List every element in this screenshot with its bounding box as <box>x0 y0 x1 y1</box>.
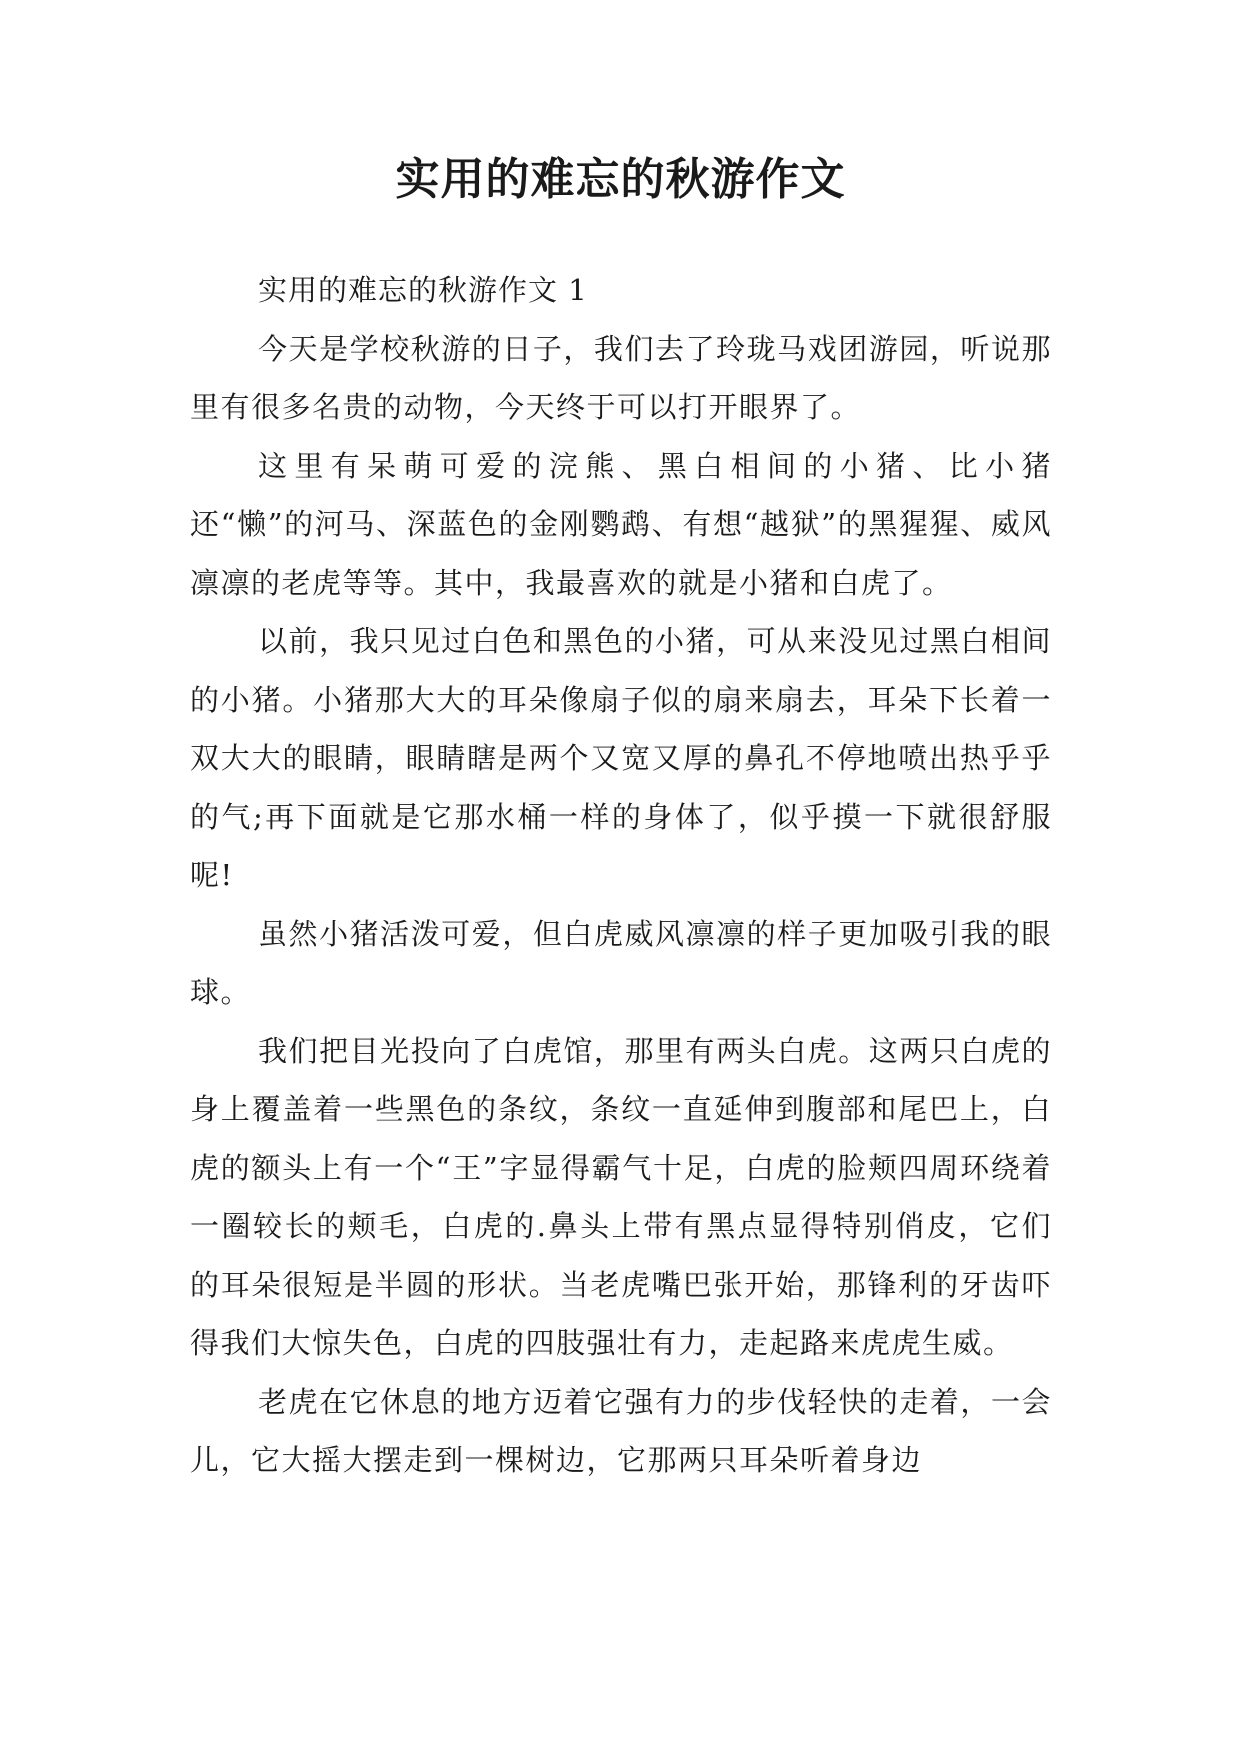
document-title: 实用的难忘的秋游作文 <box>395 154 846 205</box>
section-heading: 实用的难忘的秋游作文 1 <box>258 273 588 307</box>
paragraph: 虽然小猪活泼可爱，但白虎威风凛凛的样子更加吸引我的眼球。 <box>190 916 1052 1009</box>
paragraph: 老虎在它休息的地方迈着它强有力的步伐轻快的走着，一会儿，它大摇大摆走到一棵树边，它那两只耳朵听着身边 <box>190 1384 1052 1477</box>
paragraph: 今天是学校秋游的日子，我们去了玲珑马戏团游园，听说那里有很多名贵的动物，今天终于可以打开眼界了。 <box>190 331 1052 424</box>
paragraph: 以前，我只见过白色和黑色的小猪，可从来没见过黑白相间的小猪。小猪那大大的耳朵像扇子似的扇来扇去，耳朵下长着一双大大的眼睛，眼睛瞎是两个又宽又厚的鼻孔不停地喷出热乎乎的气;再下面就是它那水桶一样的身体了，似乎摸一下就很舒服呢! <box>190 624 1052 892</box>
document-body <box>190 261 1052 1490</box>
paragraph: 这里有呆萌可爱的浣熊、黑白相间的小猪、比小猪还“懒”的河马、深蓝色的金刚鹦鹉、有想“越狱”的黑猩猩、威风凛凛的老虎等等。其中，我最喜欢的就是小猪和白虎了。 <box>190 448 1052 600</box>
paragraph: 我们把目光投向了白虎馆，那里有两头白虎。这两只白虎的身上覆盖着一些黑色的条纹，条纹一直延伸到腹部和尾巴上，白虎的额头上有一个“王”字显得霸气十足，白虎的脸颊四周环绕着一圈较长的颊毛，白虎的.鼻头上带有黑点显得特别俏皮，它们的耳朵很短是半圆的形状。当老虎嘴巴张开始，那锋利的牙齿吓得我们大惊失色，白虎的四肢强壮有力，走起路来虎虎生威。 <box>190 1033 1052 1360</box>
